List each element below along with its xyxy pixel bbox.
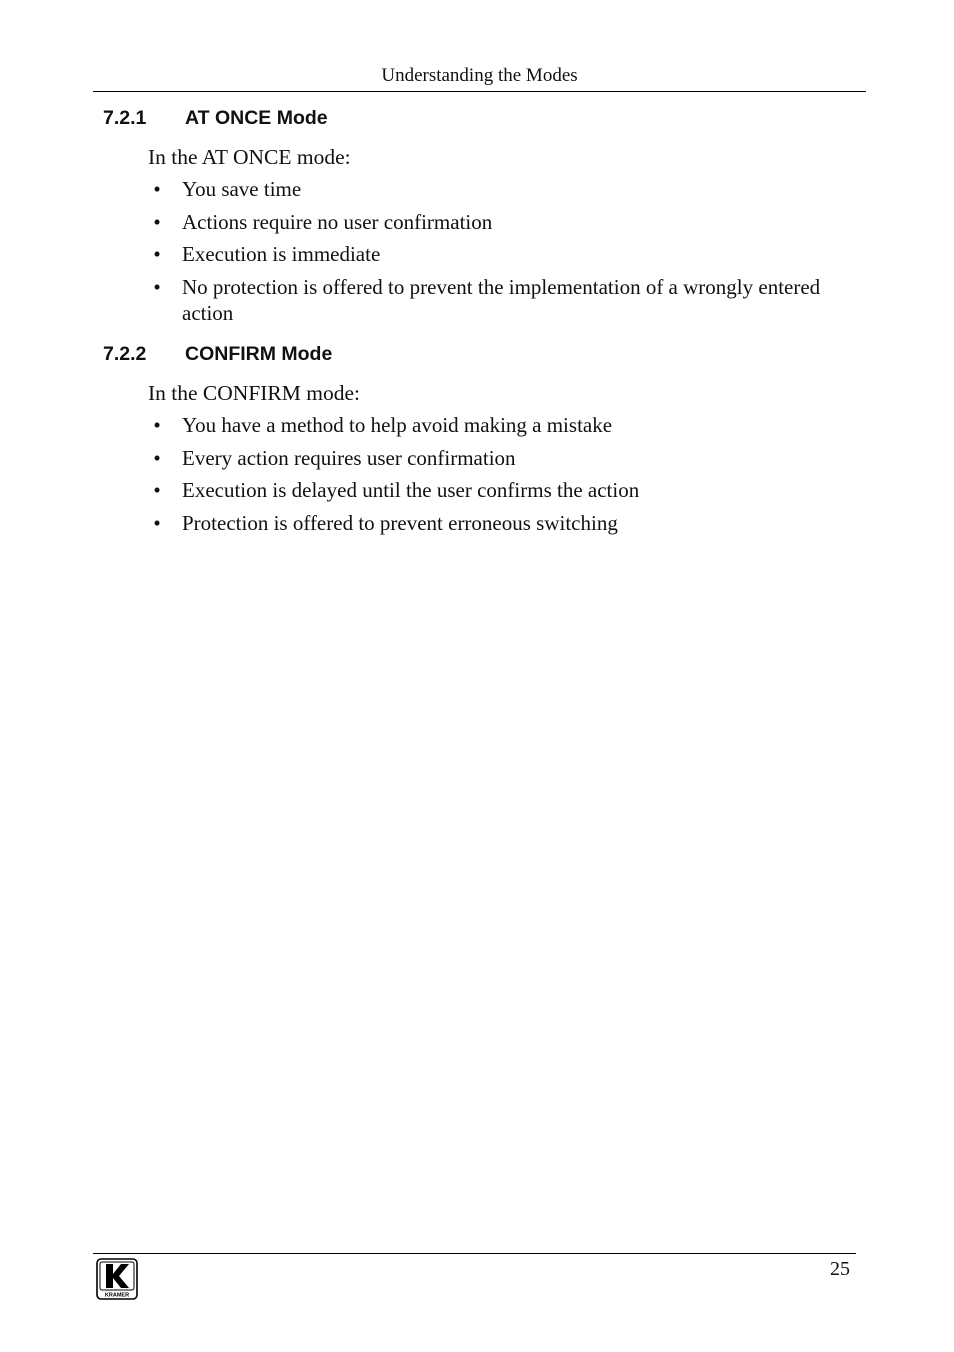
bullet-icon: • bbox=[153, 445, 161, 470]
section-heading bbox=[103, 106, 328, 130]
list-item-text: You have a method to help avoid making a mistake bbox=[182, 413, 613, 437]
running-header: Understanding the Modes bbox=[381, 65, 578, 86]
list-item bbox=[148, 241, 838, 267]
list-item bbox=[148, 209, 838, 235]
section-title: CONFIRM Mode bbox=[185, 343, 333, 365]
bullet-icon: • bbox=[153, 274, 161, 299]
list-item bbox=[148, 477, 838, 503]
list-item-text: Protection is offered to prevent erroneous switching bbox=[182, 510, 618, 535]
bullet-icon: • bbox=[153, 177, 161, 201]
bullet-icon: • bbox=[153, 510, 161, 535]
kramer-logo-icon bbox=[96, 1258, 138, 1300]
list-item bbox=[148, 510, 838, 536]
list-item-text: Execution is delayed until the user confirms the action bbox=[182, 478, 640, 502]
section-intro: In the AT ONCE mode: bbox=[148, 145, 351, 169]
list-item bbox=[148, 176, 838, 202]
section-title: AT ONCE Mode bbox=[185, 107, 328, 129]
section-number: 7.2.2 bbox=[103, 343, 147, 365]
list-item-text: Every action requires user confirmation bbox=[182, 445, 516, 470]
list-item-text: No protection is offered to prevent the implementation of a wrongly entered action bbox=[182, 274, 821, 325]
list-item-text: Actions require no user confirmation bbox=[182, 209, 493, 234]
list-item bbox=[148, 445, 838, 471]
logo-text: KRAMER bbox=[104, 1292, 130, 1299]
list-item bbox=[148, 274, 838, 326]
list-item-text: Execution is immediate bbox=[182, 242, 381, 266]
section-heading bbox=[103, 342, 332, 366]
section-number: 7.2.1 bbox=[103, 107, 147, 129]
list-item-text: You save time bbox=[182, 177, 302, 201]
bullet-list bbox=[148, 176, 838, 332]
footer-divider bbox=[93, 1253, 856, 1254]
bullet-icon: • bbox=[153, 209, 161, 234]
page-number: 25 bbox=[830, 1258, 850, 1280]
header-divider bbox=[93, 91, 866, 92]
bullet-icon: • bbox=[153, 413, 161, 437]
bullet-icon: • bbox=[153, 478, 161, 502]
section-intro: In the CONFIRM mode: bbox=[148, 381, 361, 405]
bullet-list bbox=[148, 412, 838, 542]
bullet-icon: • bbox=[153, 242, 161, 266]
list-item bbox=[148, 412, 838, 438]
